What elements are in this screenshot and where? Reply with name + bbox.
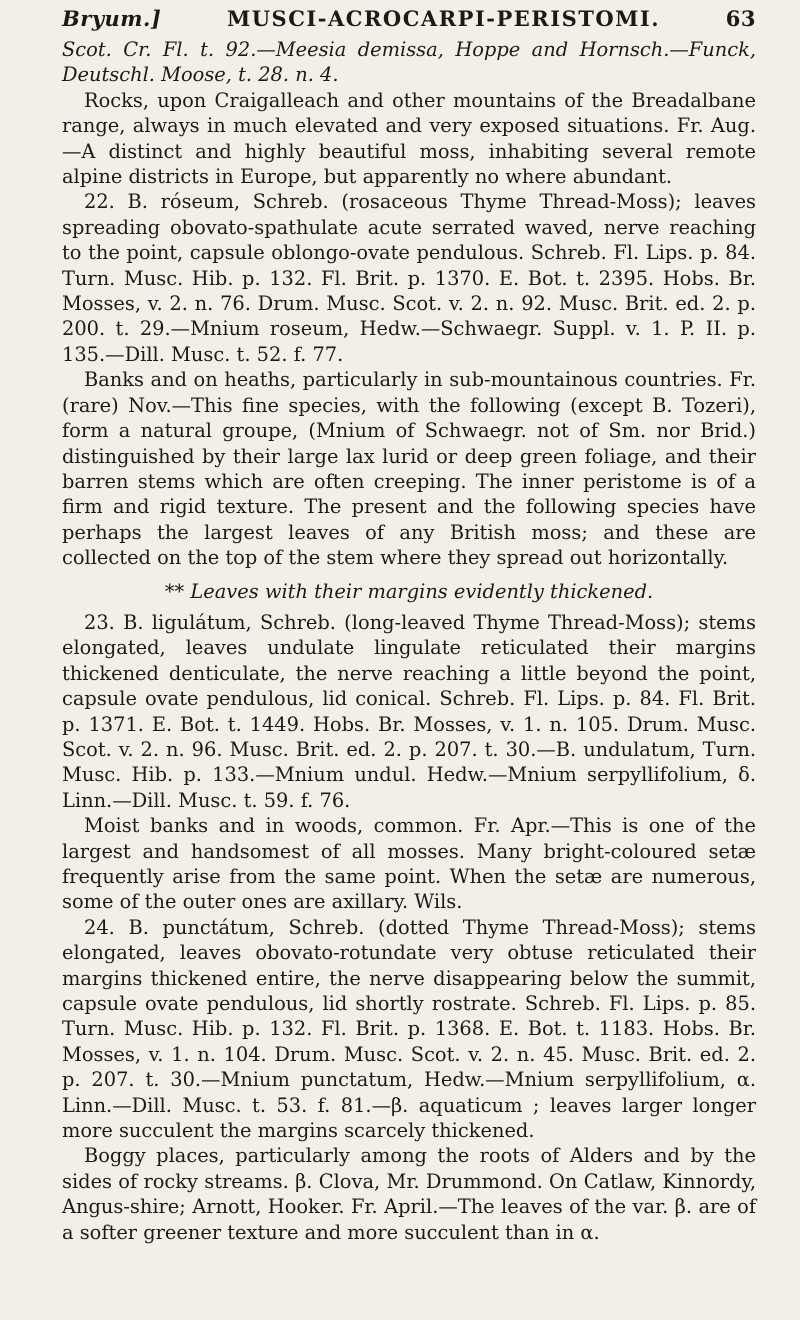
species-entry-23: 23. B. ligulátum, Schreb. (long-leaved Thyme Thread-Moss); stems elongated, leaves undulate lingulate reticulated their margins thickened denticulate, the nerve reaching a little beyond the point, capsule ovate pendulous, lid conical. Schreb. Fl. Lips. p. 84. Fl. Brit. p. 1371. E. Bot. t. 1449. Hobs. Br. Mosses, v. 1. n. 105. Drum. Musc. Scot. v. 2. n. 96. Musc. Brit. ed. 2. p. 207. t. 30.—B. undulatum, Turn. Musc. Hib. p. 133.—Mnium undul. Hedw.—Mnium serpyllifolium, δ. Linn.—Dill. Musc. t. 59. f. 76.: [62, 610, 756, 812]
species-entry-22: 22. B. róseum, Schreb. (rosaceous Thyme Thread-Moss); leaves spreading obovato-spathulate acute serrated waved, nerve reaching to the point, capsule oblongo-ovate pendulous. Schreb. Fl. Lips. p. 84. Turn. Musc. Hib. p. 132. Fl. Brit. p. 1370. E. Bot. t. 2395. Hobs. Br. Mosses, v. 2. n. 76. Drum. Musc. Scot. v. 2. n. 92. Musc. Brit. ed. 2. p. 200. t. 29.—Mnium roseum, Hedw.—Schwaegr. Suppl. v. 1. P. II. p. 135.—Dill. Musc. t. 52. f. 77.: [62, 190, 756, 366]
running-head-left: Bryum.]: [62, 6, 162, 31]
body-text: [62, 37, 756, 1245]
habitat-paragraph: Banks and on heaths, particularly in sub-mountainous countries. Fr. (rare) Nov.—This fine species, with the following (except B. Tozeri), form a natural groupe, (Mnium of Schwaegr. not of Sm. nor Brid.) distinguished by their large lax lurid or deep green foliage, and their barren stems which are often creeping. The inner peristome is of a firm and rigid texture. The present and the following species have perhaps the largest leaves of any British moss; and these are collected on the top of the stem where they spread out horizontally.: [62, 368, 756, 570]
habitat-paragraph: Moist banks and in woods, common. Fr. Apr.—This is one of the largest and handsomest of all mosses. Many bright-coloured setæ frequently arise from the same point. When the setæ are numerous, some of the outer ones are axillary. Wils.: [62, 814, 756, 914]
running-head: [62, 6, 756, 31]
page-number: 63: [725, 6, 756, 31]
running-head-title: MUSCI-ACROCARPI-PERISTOMI.: [226, 6, 661, 31]
section-heading: ** Leaves with their margins evidently thickened.: [164, 579, 654, 603]
habitat-paragraph: Boggy places, particularly among the roots of Alders and by the sides of rocky streams. β. Clova, Mr. Drummond. On Catlaw, Kinnordy, Angus-shire; Arnott, Hooker. Fr. April.—The leaves of the var. β. are of a softer greener texture and more succulent than in α.: [62, 1144, 756, 1244]
species-entry-24: 24. B. punctátum, Schreb. (dotted Thyme Thread-Moss); stems elongated, leaves obovato-rotundate very obtuse reticulated their margins thickened entire, the nerve disappearing below the summit, capsule ovate pendulous, lid shortly rostrate. Schreb. Fl. Lips. p. 85. Turn. Musc. Hib. p. 132. Fl. Brit. p. 1368. E. Bot. t. 1183. Hobs. Br. Mosses, v. 1. n. 104. Drum. Musc. Scot. v. 2. n. 45. Musc. Brit. ed. 2. p. 207. t. 30.—Mnium punctatum, Hedw.—Mnium serpyllifolium, α. Linn.—Dill. Musc. t. 53. f. 81.—β. aquaticum ; leaves larger longer more succulent the margins scarcely thickened.: [62, 915, 756, 1143]
habitat-paragraph: Rocks, upon Craigalleach and other mountains of the Breadalbane range, always in much elevated and very exposed situations. Fr. Aug.—A distinct and highly beautiful moss, inhabiting several remote alpine districts in Europe, but apparently no where abundant.: [62, 88, 756, 189]
reference-continuation: Scot. Cr. Fl. t. 92.—Meesia demissa, Hoppe and Hornsch.—Funck, Deutschl. Moose, t. 28. n. 4.: [62, 38, 756, 87]
